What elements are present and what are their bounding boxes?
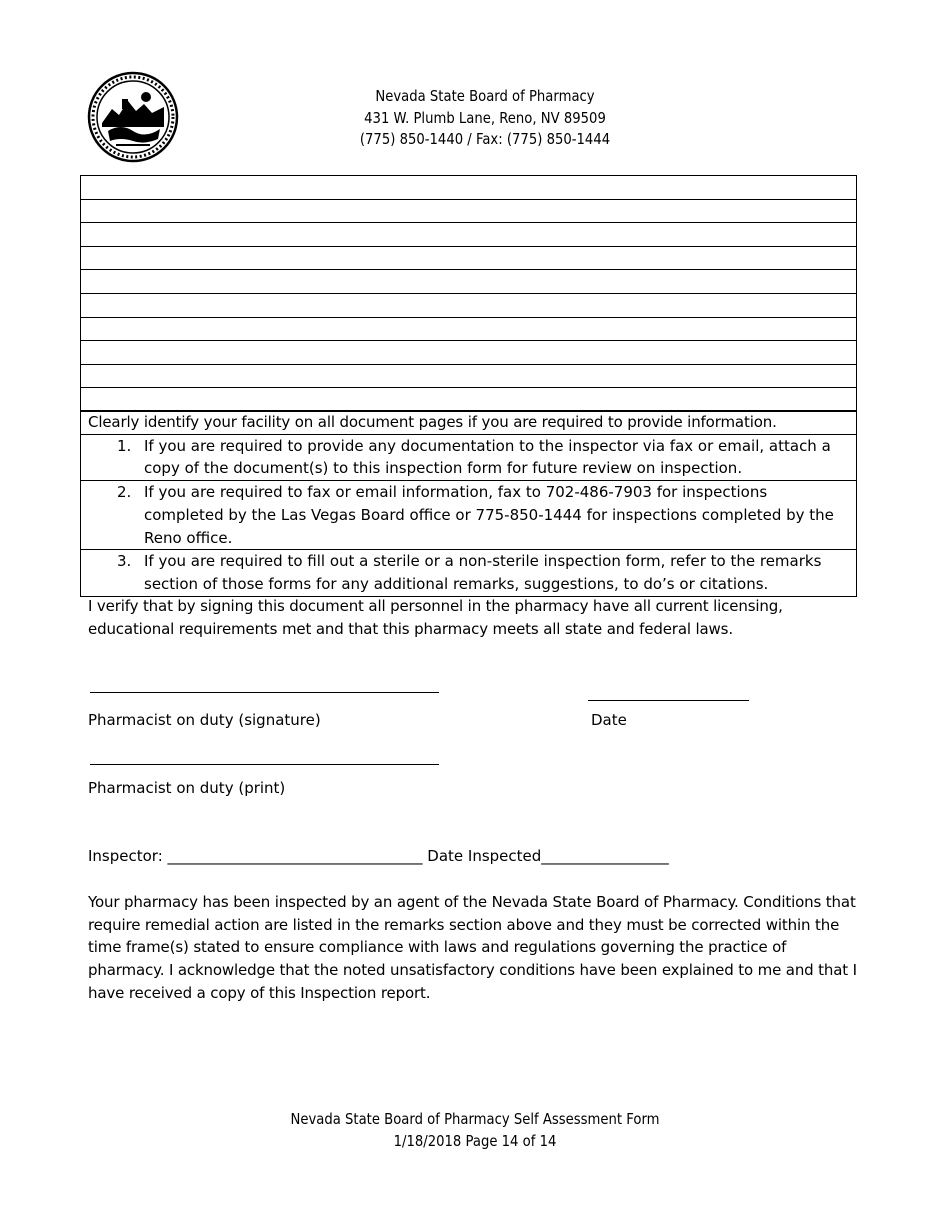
instructions-intro: Clearly identify your facility on all document pages if you are required to provide information.: [81, 411, 857, 435]
instruction-item: [81, 481, 857, 550]
remarks-grid: [80, 175, 857, 412]
remarks-cell[interactable]: [81, 341, 857, 365]
date-line[interactable]: [588, 700, 749, 701]
footer-title: Nevada State Board of Pharmacy Self Assessment Form: [290, 1110, 660, 1128]
remarks-cell[interactable]: [81, 223, 857, 247]
pharmacist-signature-label: Pharmacist on duty (signature): [88, 711, 321, 729]
inspector-line[interactable]: Inspector: __________________________________ Date Inspected_________________: [88, 847, 669, 865]
remarks-row: [81, 364, 857, 388]
instruction-item: [81, 434, 857, 480]
page-footer: [233, 1109, 717, 1152]
remarks-row: [81, 293, 857, 317]
date-label: Date: [591, 711, 627, 729]
state-seal-icon: [86, 71, 180, 163]
remarks-cell[interactable]: [81, 246, 857, 270]
instruction-text: If you are required to provide any documentation to the inspector via fax or email, attach a copy of the document(s) to this inspection form for future review on inspection.: [144, 436, 831, 478]
remarks-cell[interactable]: [81, 388, 857, 412]
org-name: Nevada State Board of Pharmacy: [375, 87, 595, 105]
verification-statement: I verify that by signing this document all personnel in the pharmacy have all current licensing, educational requirements met and that this pharmacy meets all state and federal laws.: [88, 597, 783, 638]
remarks-row: [81, 388, 857, 412]
letterhead: [234, 86, 736, 151]
instruction-number: 2.: [117, 483, 132, 502]
remarks-cell[interactable]: [81, 364, 857, 388]
footer-page-info: 1/18/2018 Page 14 of 14: [393, 1131, 557, 1150]
signature-line[interactable]: [90, 692, 439, 693]
remarks-row: [81, 223, 857, 247]
instructions-intro-row: [81, 411, 857, 435]
remarks-row: [81, 341, 857, 365]
remarks-row: [81, 199, 857, 223]
remarks-row: [81, 317, 857, 341]
instruction-number: 3.: [117, 552, 132, 571]
instructions-table: [80, 410, 857, 597]
pharmacist-print-label: Pharmacist on duty (print): [88, 779, 286, 797]
instruction-number: 1.: [117, 436, 132, 455]
remarks-cell[interactable]: [81, 317, 857, 341]
remarks-cell[interactable]: [81, 293, 857, 317]
remarks-cell[interactable]: [81, 199, 857, 223]
instruction-item: [81, 550, 857, 596]
remarks-cell[interactable]: [81, 270, 857, 294]
org-phone-fax: (775) 850-1440 / Fax: (775) 850-1444: [359, 130, 611, 148]
org-address: 431 W. Plumb Lane, Reno, NV 89509: [364, 108, 606, 127]
remarks-row: [81, 270, 857, 294]
remarks-row: [81, 176, 857, 200]
instruction-text: If you are required to fax or email information, fax to 702-486-7903 for inspections completed by the Las Vegas Board office or 775-850-1444 for inspections completed by the Reno office.: [144, 483, 834, 547]
print-name-line[interactable]: [90, 764, 439, 765]
acknowledgement-statement: Your pharmacy has been inspected by an agent of the Nevada State Board of Pharmacy. Conditions that require remedial action are listed in the remarks section above and they must be corrected within the time frame(s) stated to ensure compliance with laws and regulations governing the practice of pharmacy. I acknowledge that the noted unsatisfactory conditions have been explained to me and that I have received a copy of this Inspection report.: [88, 893, 857, 1002]
remarks-row: [81, 246, 857, 270]
instruction-text: If you are required to fill out a sterile or a non-sterile inspection form, refer to the remarks section of those forms for any additional remarks, suggestions, to do’s or citations.: [144, 552, 822, 593]
remarks-cell[interactable]: [81, 176, 857, 200]
